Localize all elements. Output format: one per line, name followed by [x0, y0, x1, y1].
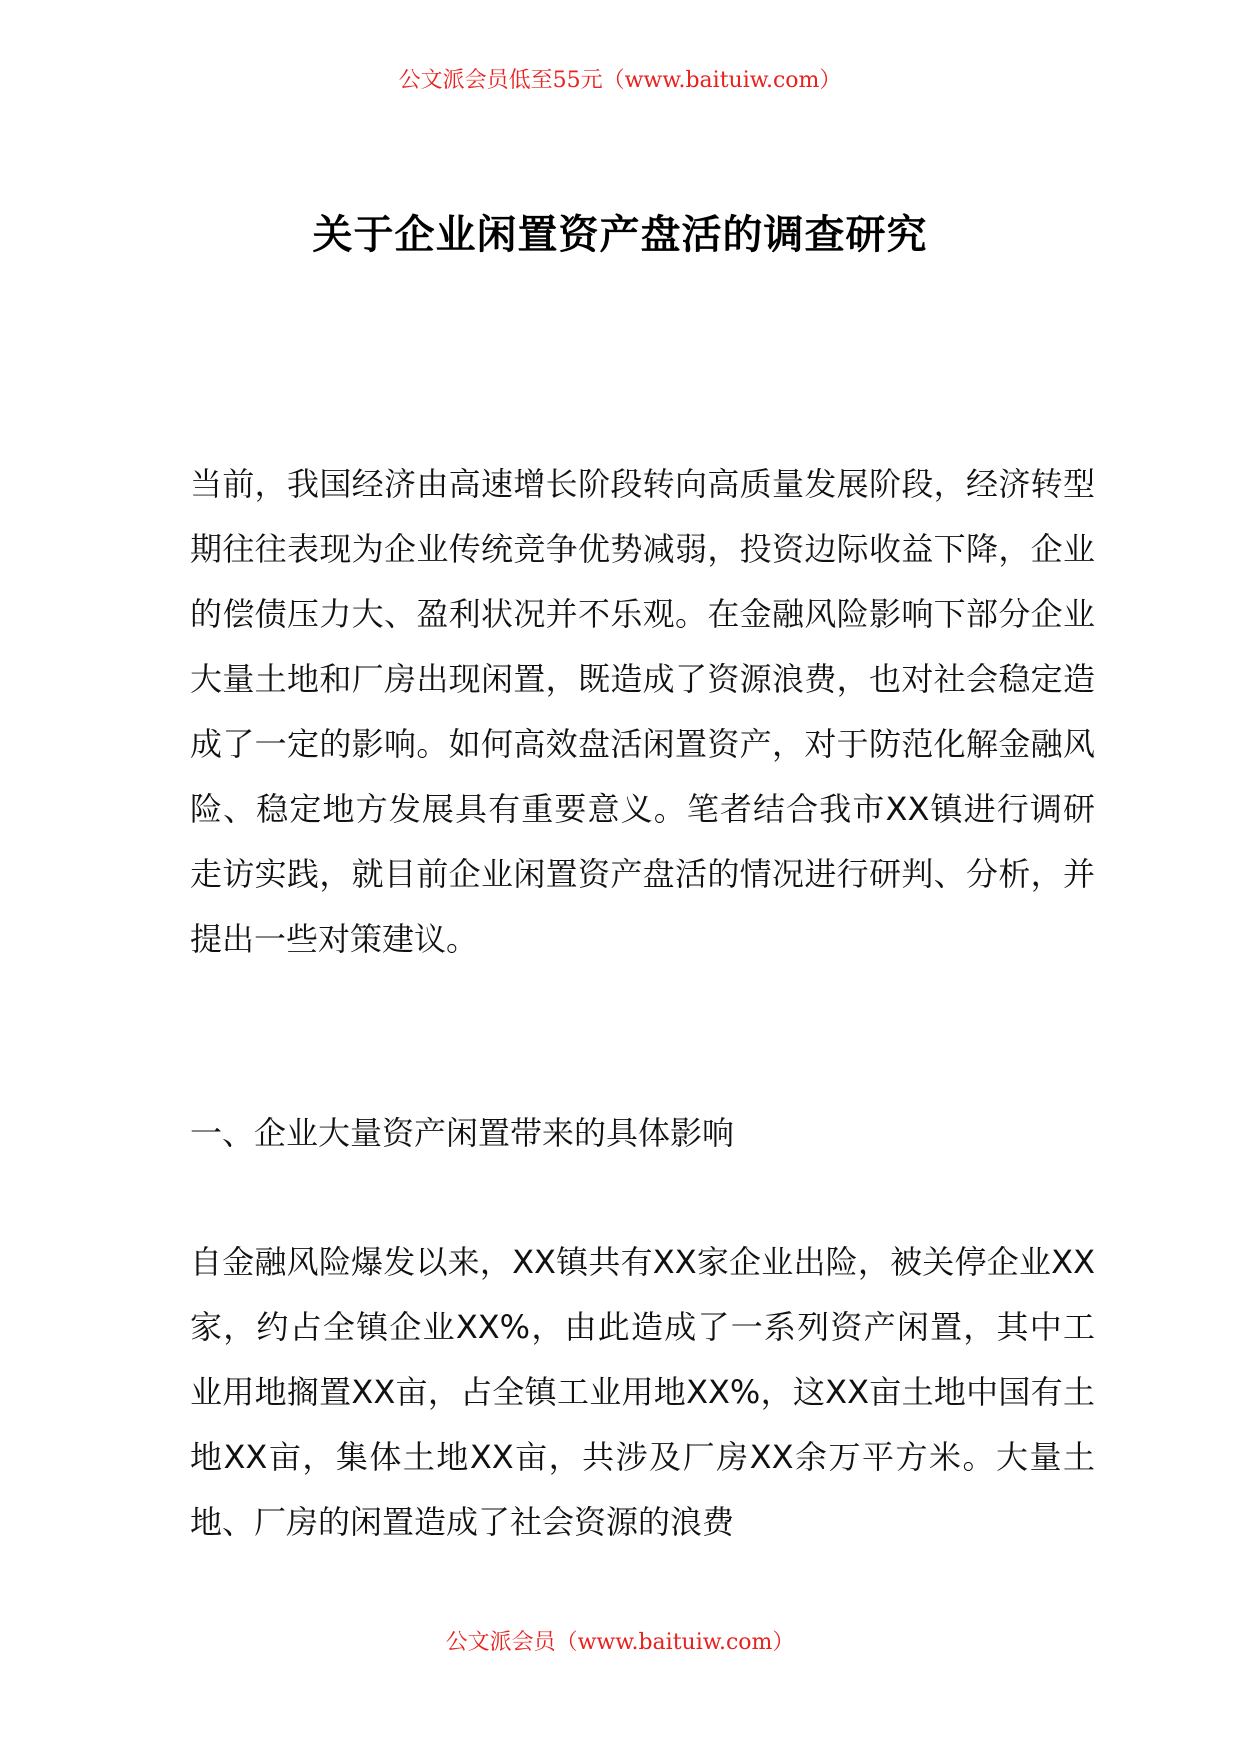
- document-title: 关于企业闲置资产盘活的调查研究: [312, 212, 928, 258]
- section-paragraph: 自金融风险爆发以来，XX镇共有XX家企业出险，被关停企业XX家，约占全镇企业XX%，由此造成了一系列资产闲置，其中工业用地搁置XX亩，占全镇工业用地XX%，这XX亩土地中国有土地XX亩，集体土地XX亩，共涉及厂房XX余万平方米。大量土地、厂房的闲置造成了社会资源的浪费: [190, 1243, 1095, 1541]
- intro-paragraph: 当前，我国经济由高速增长阶段转向高质量发展阶段，经济转型期往往表现为企业传统竞争优势减弱，投资边际收益下降，企业的偿债压力大、盈利状况并不乐观。在金融风险影响下部分企业大量土地和厂房出现闲置，既造成了资源浪费，也对社会稳定造成了一定的影响。如何高效盘活闲置资产，对于防范化解金融风险、稳定地方发展具有重要意义。笔者结合我市XX镇进行调研走访实践，就目前企业闲置资产盘活的情况进行研判、分析，并提出一些对策建议。: [190, 465, 1095, 958]
- section-heading: 一、企业大量资产闲置带来的具体影响: [190, 1114, 735, 1152]
- header-banner: 公文派会员低至55元（www.baituiw.com）: [398, 68, 842, 93]
- footer-banner: 公文派会员（www.baituiw.com）: [445, 1630, 795, 1655]
